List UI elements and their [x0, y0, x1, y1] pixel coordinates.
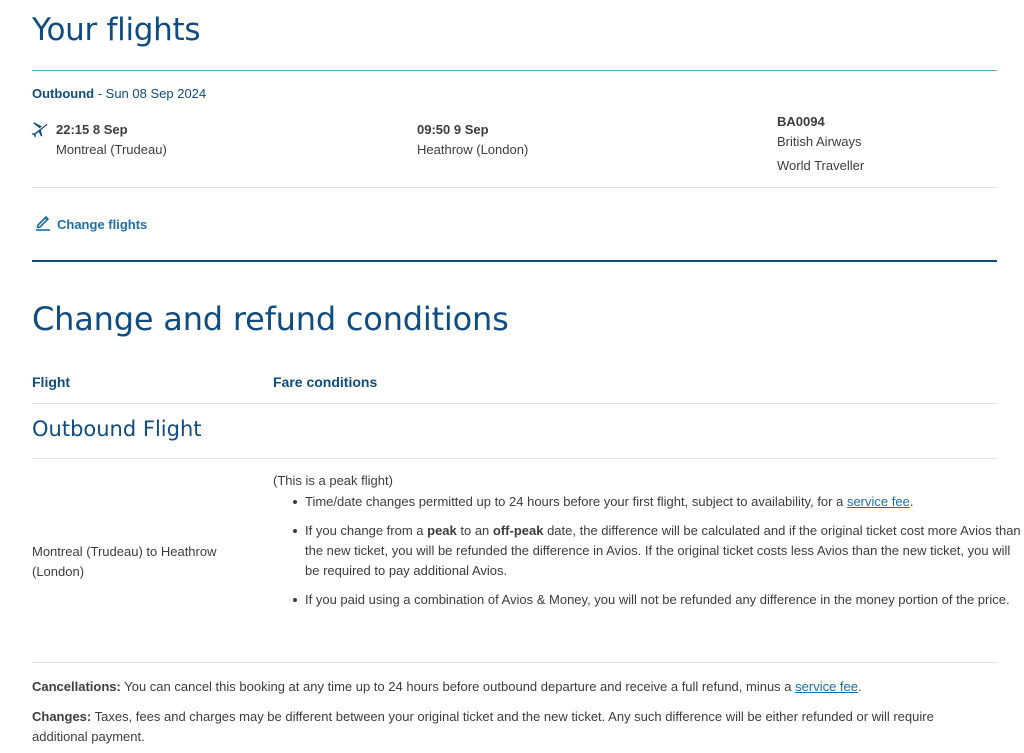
fare-rules-list [273, 492, 1023, 619]
rule-text: to an [456, 523, 493, 538]
conditions-heading: Change and refund conditions [32, 300, 509, 338]
section-divider [32, 260, 997, 262]
rule-text: If you paid using a combination of Avios & Money, you will not be refunded any difference in the money portion of the price. [305, 592, 1010, 607]
divider [32, 187, 997, 188]
change-flights-link[interactable]: Change flights [57, 217, 148, 232]
arrival-airport: Heathrow (London) [417, 142, 529, 157]
divider [32, 403, 997, 404]
flight-number: BA0094 [777, 114, 825, 129]
outbound-flight-heading: Outbound Flight [32, 417, 202, 441]
peak-flight-note: (This is a peak flight) [273, 473, 393, 488]
cancellations-paragraph [32, 677, 992, 697]
flight-column-header: Flight [32, 374, 71, 390]
rule-text: If you change from a [305, 523, 428, 538]
fare-conditions-column-header: Fare conditions [273, 374, 378, 390]
cancellations-label: Cancellations: [32, 679, 121, 694]
cabin-class: World Traveller [777, 158, 865, 173]
rule-text: Time/date changes permitted up to 24 hours before your first flight, subject to availability, for a [305, 494, 847, 509]
departure-time: 22:15 8 Sep [56, 122, 128, 137]
route-text: Montreal (Trudeau) to Heathrow (London) [32, 544, 217, 579]
your-flights-heading: Your flights [32, 12, 201, 48]
outbound-date: Sun 08 Sep 2024 [105, 86, 207, 101]
service-fee-link[interactable]: service fee [846, 494, 910, 509]
list-item [305, 590, 1023, 610]
cancellations-text: You can cancel this booking at any time up to 24 hours before outbound departure and receive a full refund, minus a [120, 679, 796, 694]
changes-label: Changes: [32, 709, 92, 724]
divider [32, 70, 997, 71]
service-fee-link[interactable]: service fee [795, 679, 859, 694]
changes-text: Taxes, fees and charges may be different between your original ticket and the new ticket. Any such difference will be either refunded or will require additional payment. [32, 709, 934, 744]
departure-airport: Montreal (Trudeau) [56, 142, 167, 157]
list-item [305, 492, 1023, 512]
pencil-icon[interactable] [35, 213, 51, 231]
airline-name: British Airways [777, 134, 862, 149]
outbound-label: Outbound [32, 86, 95, 101]
off-peak-term: off-peak [492, 523, 544, 538]
plane-icon [31, 120, 49, 138]
outbound-summary [32, 86, 206, 101]
period: . [858, 679, 862, 694]
divider [32, 662, 997, 663]
separator: - [94, 86, 106, 101]
peak-term: peak [427, 523, 457, 538]
arrival-time: 09:50 9 Sep [417, 122, 489, 137]
changes-paragraph [32, 707, 992, 747]
period: . [909, 494, 914, 509]
rule-text: date, the difference will be calculated and if the original ticket cost more Avios than the new ticket, you will be refunded the difference in Avios. If the original ticket costs less Avios than the new ticket, you will be required to pay additional Avios. [305, 523, 1021, 578]
list-item [305, 521, 1023, 581]
divider [32, 458, 997, 459]
